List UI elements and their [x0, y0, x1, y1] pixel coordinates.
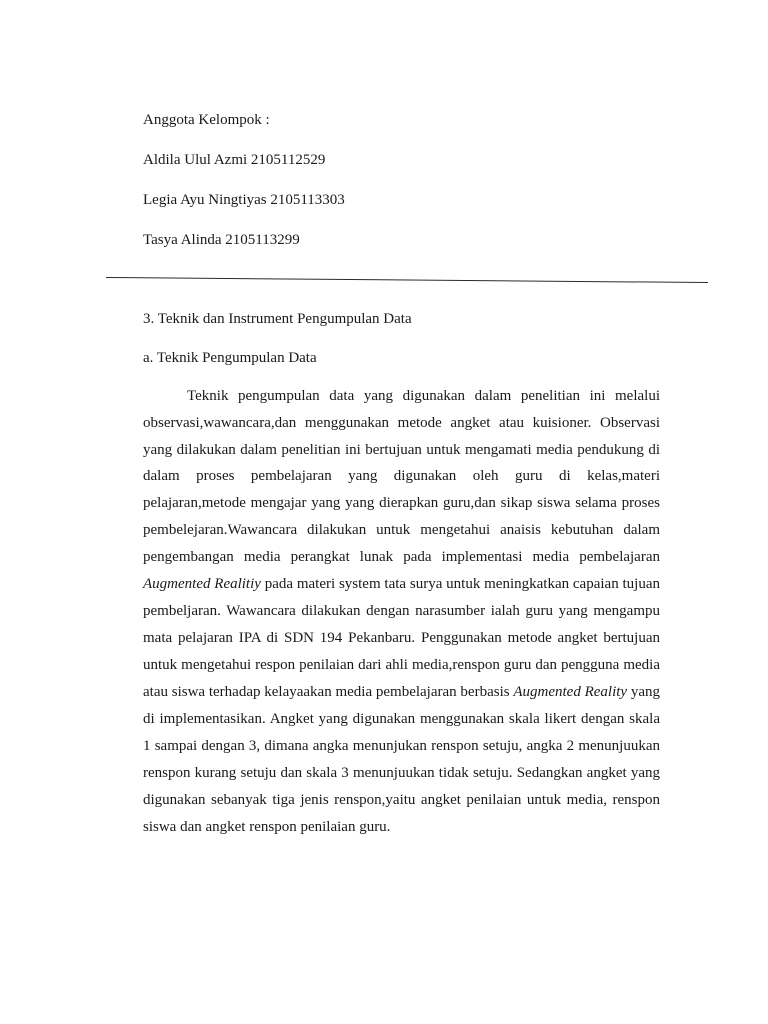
members-heading: Anggota Kelompok : — [143, 112, 270, 128]
paragraph-line: observasi,wawancara,dan menggunakan metode angket atau kuisioner. Observasi — [143, 415, 660, 431]
horizontal-divider — [106, 277, 708, 283]
paragraph-line: di implementasikan. Angket yang digunakan menggunakan skala likert dengan skala — [143, 711, 660, 727]
paragraph-line-mixed — [143, 575, 660, 593]
paragraph-text: pada materi system tata surya untuk meningkatkan capaian tujuan — [260, 576, 660, 592]
paragraph-line: digunakan sebanyak tiga jenis renspon,yaitu angket penilaian untuk media, renspon — [143, 792, 660, 808]
paragraph-line: pelajaran,metode mengajar yang yang dierapkan guru,dan sikap siswa selama proses — [143, 495, 660, 511]
member-3: Tasya Alinda 2105113299 — [143, 232, 300, 248]
paragraph-line: yang dilakukan dalam penelitian ini bertujuan untuk mengamati media pendukung di — [143, 442, 660, 458]
paragraph-line: siswa dan angket renspon penilaian guru. — [143, 819, 391, 835]
paragraph-text: atau siswa terhadap kelayaakan media pembelajaran berbasis — [143, 684, 514, 700]
paragraph-line: pembelejaran.Wawancara dilakukan untuk mengetahui anaisis kebutuhan dalam — [143, 522, 660, 538]
paragraph-line: 1 sampai dengan 3, dimana angka menunjukan renspon setuju, angka 2 menunjuukan — [143, 738, 660, 754]
paragraph-line-mixed — [143, 683, 660, 701]
paragraph-line: Teknik pengumpulan data yang digunakan dalam penelitian ini melalui — [187, 388, 660, 404]
italic-term: Augmented Reality — [513, 684, 628, 700]
member-1: Aldila Ulul Azmi 2105112529 — [143, 152, 326, 168]
paragraph-line: untuk mengetahui respon penilaian dari ahli media,renspon guru dan pengguna media — [143, 657, 660, 673]
paragraph-line: pembeljaran. Wawancara dilakukan dengan narasumber ialah guru yang mengampu — [143, 603, 660, 619]
paragraph-line: mata pelajaran IPA di SDN 194 Pekanbaru. Penggunakan metode angket bertujuan — [143, 630, 660, 646]
member-2: Legia Ayu Ningtiyas 2105113303 — [143, 192, 345, 208]
section-subtitle: a. Teknik Pengumpulan Data — [143, 350, 317, 366]
paragraph-line: dalam proses pembelajaran yang digunakan oleh guru di kelas,materi — [143, 468, 660, 484]
paragraph-line: pengembangan media perangkat lunak pada implementasi media pembelajaran — [143, 549, 660, 565]
section-title: 3. Teknik dan Instrument Pengumpulan Data — [143, 311, 412, 327]
paragraph-line: renspon kurang setuju dan skala 3 menunjuukan tidak setuju. Sedangkan angket yang — [143, 765, 660, 781]
italic-term: Augmented Realitiy — [143, 576, 261, 592]
paragraph-text: yang — [627, 684, 660, 700]
